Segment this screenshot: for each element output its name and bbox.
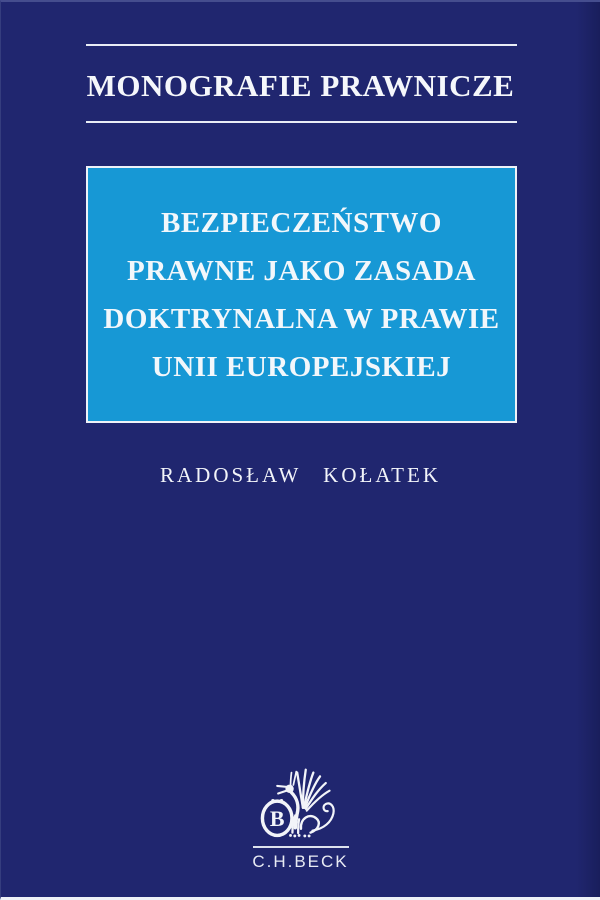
book-title-line: PRAWNE JAKO ZASADA bbox=[127, 254, 476, 287]
book-title-line: BEZPIECZEŃSTWO bbox=[161, 206, 442, 239]
publisher-rule bbox=[253, 846, 349, 848]
book-title-line: UNII EUROPEJSKIEJ bbox=[151, 350, 452, 383]
series-title: MONOGRAFIE PRAWNICZE bbox=[86, 68, 515, 103]
book-title-line: DOKTRYNALNA W PRAWIE bbox=[103, 302, 500, 335]
series-rule-top bbox=[86, 44, 517, 46]
beck-griffin-icon bbox=[249, 764, 353, 844]
series-rule-bottom bbox=[86, 121, 517, 123]
publisher-block bbox=[1, 764, 600, 872]
logo-letter: B bbox=[269, 805, 284, 831]
publisher-name: C.H.BECK bbox=[252, 852, 349, 871]
title-box bbox=[86, 166, 517, 423]
author-name: RADOSŁAW KOŁATEK bbox=[159, 463, 441, 487]
